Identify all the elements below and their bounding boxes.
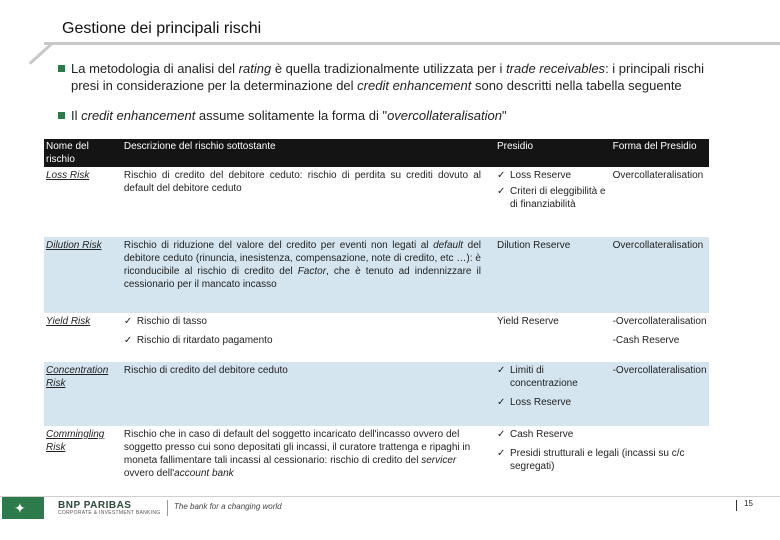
table-header-row <box>44 139 709 167</box>
bullet-credit-enhancement: Il credit enhancement assume solitamente la forma di "overcollateralisation" <box>58 107 507 124</box>
header-description: Descrizione del rischio sottostante <box>122 139 495 167</box>
page-number: 15 <box>744 499 753 508</box>
check-icon: ✓ <box>496 429 506 440</box>
risk-description: Rischio di riduzione del valore del credito per eventi non legati al default del debitore ceduto (rinuncia, inesistenza, compensazione, note di credito, etc …): è riconducibile al rischio di credito del Factor, che è tenuto ad indennizzare il cessionario per il mancato incasso <box>122 237 495 313</box>
page-title: Gestione dei principali rischi <box>62 20 262 37</box>
check-icon: ✓ <box>123 335 133 346</box>
check-icon: ✓ <box>123 316 133 327</box>
risk-name: Yield Risk <box>46 316 91 327</box>
forma-presidio: Overcollateralisation <box>611 237 709 313</box>
header-risk-name: Nome del rischio <box>44 139 122 167</box>
risk-description: Rischio che in caso di default del soggetto incaricato dell'incasso ovvero del soggetto presso cui sono depositati gli incassi, il curatore trattenga e ripaghi in moneta fallimentare tali incassi al cessionario: rischio di credito del servicer ovvero dell'account bank <box>123 429 471 479</box>
bullet-methodology: La metodologia di analisi del rating è quella tradizionalmente utilizzata per i trade receivables: i principali rischi presi in considerazione per la determinazione del credit enhancement sono descritti nella tabella seguente <box>58 60 758 94</box>
header-presidio: Presidio <box>495 139 611 167</box>
risk-name: Concentration Risk <box>46 365 109 389</box>
risk-name: Dilution Risk <box>46 240 102 251</box>
table-row <box>44 237 709 313</box>
title-decoration <box>29 42 53 64</box>
table-row <box>44 426 709 486</box>
presidio-value: Yield Reserve <box>496 316 559 327</box>
bullet-square-icon <box>58 112 65 119</box>
table-row <box>44 362 709 426</box>
check-icon: ✓ <box>496 186 506 197</box>
brand-divider <box>167 500 168 516</box>
presidio-list: ✓ Cash Reserve ✓ Presidi strutturali e legali (incassi su c/c segregati) <box>496 429 685 472</box>
risk-description-list: ✓ Rischio di tasso ✓ Rischio di ritardato pagamento <box>123 316 273 346</box>
forma-presidio: -Overcollateralisation <box>611 362 709 426</box>
forma-presidio-list: -Overcollateralisation -Cash Reserve <box>612 316 707 346</box>
risk-description: Rischio di credito del debitore ceduto <box>122 362 495 426</box>
page-number-divider <box>736 500 737 511</box>
presidio-list: ✓ Limiti di concentrazione ✓ Loss Reserve <box>495 362 611 426</box>
check-icon: ✓ <box>496 448 506 459</box>
risk-name: Loss Risk <box>46 170 90 181</box>
brand-tagline: The bank for a changing world <box>174 502 282 511</box>
table-row <box>44 313 709 362</box>
brand-name: BNP PARIBAS <box>58 500 132 511</box>
risk-name: Commingling Risk <box>46 429 105 453</box>
brand-subtitle: CORPORATE & INVESTMENT BANKING <box>58 510 161 516</box>
check-icon: ✓ <box>496 397 506 408</box>
star-icon: ✦ <box>14 500 26 516</box>
table-row <box>44 167 709 237</box>
header-forma: Forma del Presidio <box>611 139 709 167</box>
check-icon: ✓ <box>496 365 506 376</box>
presidio-value: Dilution Reserve <box>495 237 611 313</box>
presidio-list: ✓ Loss Reserve ✓ Criteri di eleggibilità e di finanziabilità <box>496 170 606 210</box>
footer-rule <box>0 496 780 497</box>
check-icon: ✓ <box>496 170 506 181</box>
title-rule <box>44 42 780 45</box>
forma-presidio: Overcollateralisation <box>612 170 704 181</box>
risk-table <box>44 139 709 486</box>
risk-description: Rischio di credito del debitore ceduto: rischio di perdita su crediti dovuto al default del debitore ceduto <box>123 170 481 194</box>
bullet-square-icon <box>58 65 65 72</box>
